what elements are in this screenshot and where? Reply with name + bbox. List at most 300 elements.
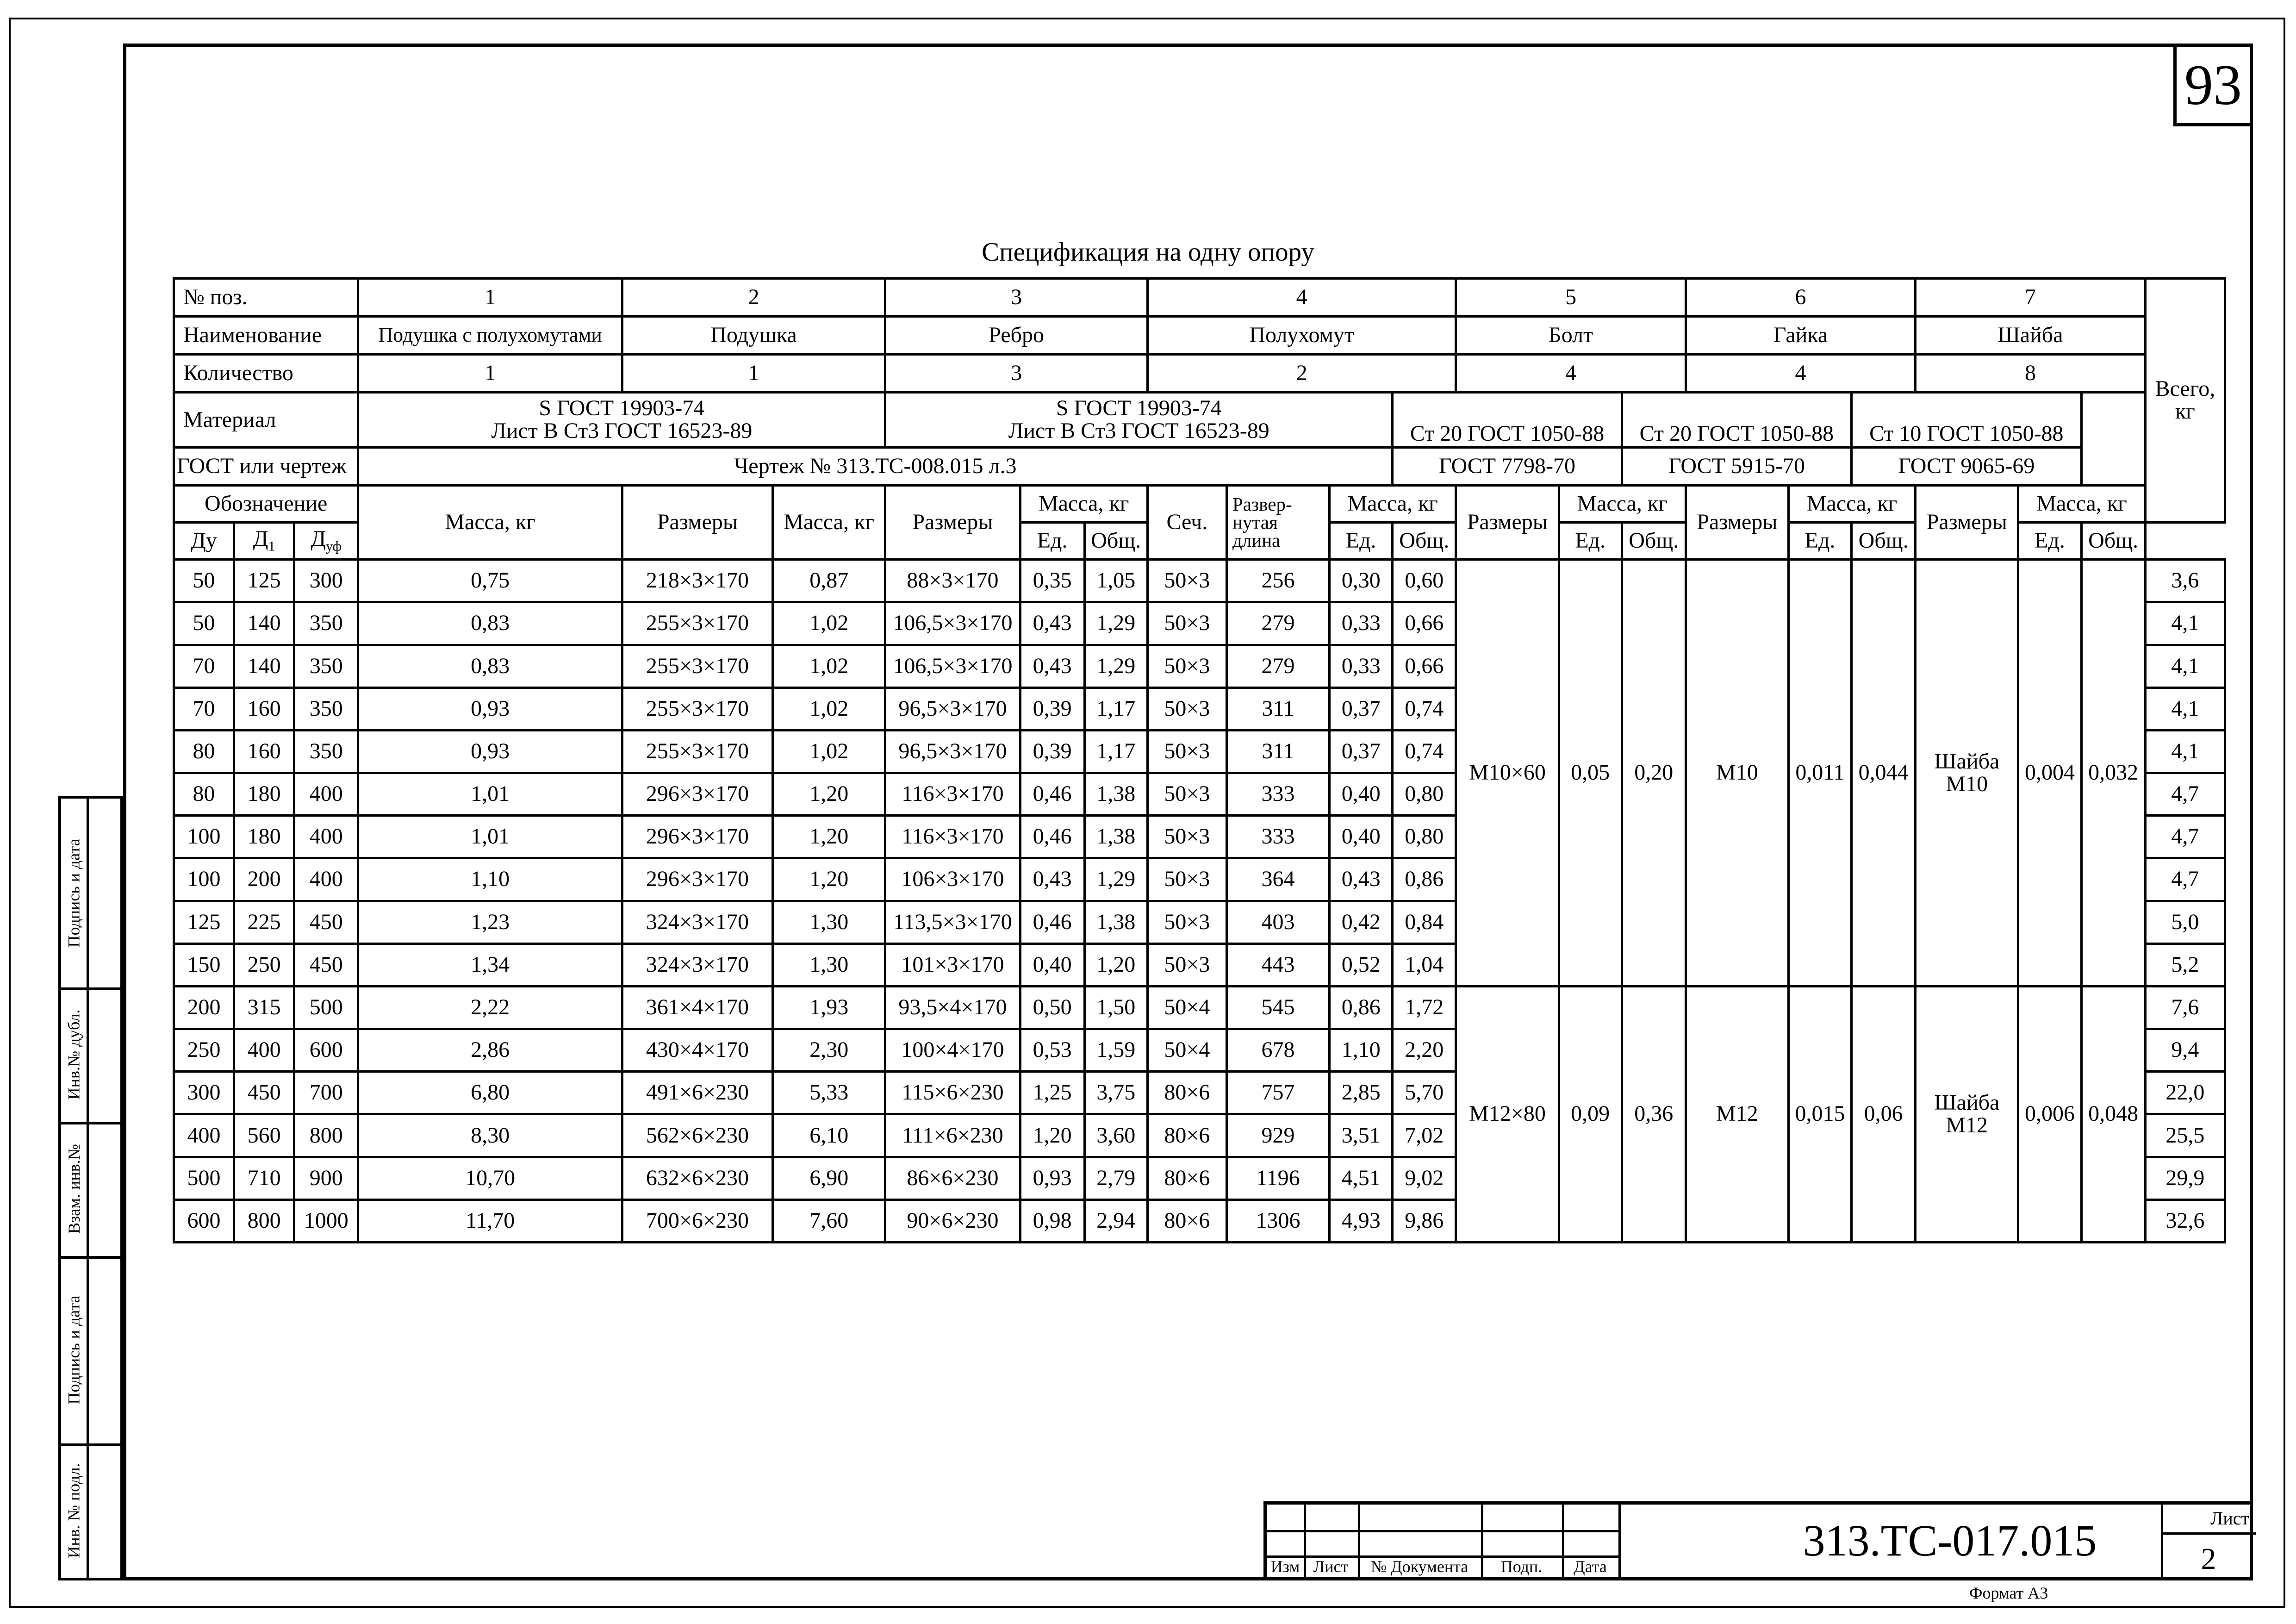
cell-sec4: 50×3: [1147, 816, 1226, 858]
cell-sec4: 50×3: [1147, 560, 1226, 602]
stamp-line: [2161, 1532, 2256, 1535]
cell-m2: 1,30: [773, 901, 885, 943]
col-section: Сеч.: [1147, 485, 1226, 559]
cell-o3: 1,29: [1084, 858, 1147, 901]
cell-m1: 10,70: [358, 1157, 622, 1199]
cell-o3: 3,75: [1084, 1072, 1147, 1114]
cell-s3: 106×3×170: [885, 858, 1020, 901]
cell-o4: 0,74: [1393, 687, 1456, 730]
cell-e4: 0,43: [1330, 858, 1393, 901]
cell-duf: 600: [294, 1029, 358, 1072]
cell-m1: 1,34: [358, 943, 622, 986]
cell-o4: 0,60: [1393, 560, 1456, 602]
cell-du: 80: [174, 773, 234, 816]
cell-du: 50: [174, 602, 234, 645]
cell-m2: 1,02: [773, 602, 885, 645]
spec-title: Спецификация на одну опору: [982, 237, 1314, 267]
item-name: Шайба: [1916, 317, 2145, 355]
cell-duf: 700: [294, 1072, 358, 1114]
col-mass: Масса, кг: [358, 485, 622, 559]
stamp-line: [1618, 1505, 1621, 1580]
cell-len4: 364: [1226, 858, 1329, 901]
col-unit: Ед.: [1330, 522, 1393, 559]
stamp-izm: Изм: [1270, 1557, 1300, 1576]
cell-m1: 0,93: [358, 687, 622, 730]
cell-du: 100: [174, 816, 234, 858]
cell-sec4: 80×6: [1147, 1157, 1226, 1199]
cell-s2: 255×3×170: [622, 730, 772, 773]
cell-total: 4,1: [2145, 687, 2225, 730]
cell-m2: 7,60: [773, 1199, 885, 1242]
cell-duf: 400: [294, 773, 358, 816]
item-name: Болт: [1456, 317, 1686, 355]
header-row-qty: [174, 355, 2225, 393]
item-qty: 1: [622, 355, 885, 393]
cell-len4: 757: [1226, 1072, 1329, 1114]
cell-m1: 1,01: [358, 816, 622, 858]
cell-duf: 1000: [294, 1199, 358, 1242]
material-cell: Ст 20 ГОСТ 1050-88: [1622, 393, 1851, 447]
cell-sec4: 50×3: [1147, 943, 1226, 986]
cell-o4: 0,80: [1393, 816, 1456, 858]
cell-e4: 0,42: [1330, 901, 1393, 943]
cell-o3: 1,59: [1084, 1029, 1147, 1072]
cell-o4: 0,84: [1393, 901, 1456, 943]
side-stamp: [58, 796, 123, 1580]
cell-o4: 7,02: [1393, 1114, 1456, 1157]
cell-m1: 11,70: [358, 1199, 622, 1242]
cell-e3: 0,46: [1020, 901, 1084, 943]
cell-s2: 700×6×230: [622, 1199, 772, 1242]
cell-d1: 225: [234, 901, 294, 943]
cell-duf: 450: [294, 901, 358, 943]
cell-sec4: 50×3: [1147, 858, 1226, 901]
cell-e3: 0,93: [1020, 1157, 1084, 1199]
cell-o3: 1,50: [1084, 986, 1147, 1029]
item-qty: 8: [1916, 355, 2145, 393]
cell-duf: 400: [294, 858, 358, 901]
table-row: [174, 986, 2225, 1029]
cell-s3: 113,5×3×170: [885, 901, 1020, 943]
stamp-list: Лист: [1313, 1557, 1349, 1576]
cell-sec4: 50×3: [1147, 901, 1226, 943]
cell-s3: 96,5×3×170: [885, 730, 1020, 773]
cell-len4: 279: [1226, 602, 1329, 645]
cell-e4: 0,86: [1330, 986, 1393, 1029]
cell-len4: 1306: [1226, 1199, 1329, 1242]
cell-sec4: 50×4: [1147, 986, 1226, 1029]
cell-m1: 0,83: [358, 602, 622, 645]
item-qty: 4: [1686, 355, 1915, 393]
cell-e3: 0,39: [1020, 687, 1084, 730]
header-row-material: [174, 393, 2225, 447]
cell-e3: 0,50: [1020, 986, 1084, 1029]
stamp-podp: Подп.: [1500, 1557, 1543, 1576]
cell-total: 4,7: [2145, 816, 2225, 858]
cell-o3: 1,29: [1084, 602, 1147, 645]
item-name: Полухомут: [1147, 317, 1456, 355]
cell-e3: 0,43: [1020, 602, 1084, 645]
col-sizes: Размеры: [1686, 485, 1788, 559]
d1-sub: 1: [268, 539, 275, 555]
cell-duf: 350: [294, 730, 358, 773]
cell-m2: 5,33: [773, 1072, 885, 1114]
cell-total: 7,6: [2145, 986, 2225, 1029]
cell-d1: 200: [234, 858, 294, 901]
duf-sub: уф: [326, 539, 342, 555]
material-cell: [885, 393, 1393, 447]
washer-total-mass: 0,032: [2081, 560, 2145, 987]
bolt-total-mass: 0,36: [1622, 986, 1686, 1242]
cell-s2: 324×3×170: [622, 901, 772, 943]
cell-duf: 350: [294, 645, 358, 687]
cell-s2: 296×3×170: [622, 773, 772, 816]
material-label: Материал: [174, 393, 358, 447]
cell-d1: 125: [234, 560, 294, 602]
cell-o4: 9,86: [1393, 1199, 1456, 1242]
cell-total: 5,0: [2145, 901, 2225, 943]
gost-cell: ГОСТ 7798-70: [1393, 447, 1622, 485]
nut-total-mass: 0,044: [1852, 560, 1916, 987]
cell-s3: 100×4×170: [885, 1029, 1020, 1072]
cell-m1: 2,86: [358, 1029, 622, 1072]
cell-duf: 500: [294, 986, 358, 1029]
cell-e3: 0,46: [1020, 816, 1084, 858]
cell-duf: 800: [294, 1114, 358, 1157]
cell-len4: 678: [1226, 1029, 1329, 1072]
cell-duf: 350: [294, 602, 358, 645]
cell-du: 100: [174, 858, 234, 901]
cell-duf: 350: [294, 687, 358, 730]
cell-e4: 0,40: [1330, 816, 1393, 858]
cell-len4: 929: [1226, 1114, 1329, 1157]
cell-o4: 9,02: [1393, 1157, 1456, 1199]
cell-total: 9,4: [2145, 1029, 2225, 1072]
material-cell: [358, 393, 885, 447]
material-line: Лист В Ст3 ГОСТ 16523-89: [491, 418, 753, 443]
cell-s2: 218×3×170: [622, 560, 772, 602]
cell-m1: 0,75: [358, 560, 622, 602]
col-unit: Ед.: [2018, 522, 2081, 559]
side-label: Инв. № подл.: [64, 1463, 83, 1558]
cell-du: 600: [174, 1199, 234, 1242]
cell-total: 32,6: [2145, 1199, 2225, 1242]
cell-s3: 116×3×170: [885, 773, 1020, 816]
cell-e4: 4,51: [1330, 1157, 1393, 1199]
cell-d1: 140: [234, 645, 294, 687]
cell-total: 4,1: [2145, 730, 2225, 773]
cell-du: 250: [174, 1029, 234, 1072]
cell-o4: 2,20: [1393, 1029, 1456, 1072]
cell-sec4: 50×3: [1147, 645, 1226, 687]
cell-total: 22,0: [2145, 1072, 2225, 1114]
cell-s2: 324×3×170: [622, 943, 772, 986]
cell-s3: 106,5×3×170: [885, 602, 1020, 645]
cell-m1: 0,83: [358, 645, 622, 687]
total-label: Всего, кг: [2155, 376, 2215, 424]
cell-du: 150: [174, 943, 234, 986]
col-mass: Масса, кг: [1788, 485, 1915, 522]
cell-m2: 6,90: [773, 1157, 885, 1199]
stamp-line: [1267, 1530, 1618, 1532]
cell-sec4: 50×3: [1147, 730, 1226, 773]
cell-s3: 116×3×170: [885, 816, 1020, 858]
cell-len4: 443: [1226, 943, 1329, 986]
cell-o4: 0,86: [1393, 858, 1456, 901]
cell-m2: 6,10: [773, 1114, 885, 1157]
bolt-unit-mass: 0,05: [1559, 560, 1622, 987]
cell-o4: 5,70: [1393, 1072, 1456, 1114]
cell-s2: 491×6×230: [622, 1072, 772, 1114]
cell-total: 4,1: [2145, 602, 2225, 645]
cell-m1: 1,01: [358, 773, 622, 816]
cell-e4: 0,52: [1330, 943, 1393, 986]
col-unit: Ед.: [1020, 522, 1084, 559]
cell-s2: 296×3×170: [622, 816, 772, 858]
col-d1: [234, 522, 294, 559]
cell-o3: 1,17: [1084, 687, 1147, 730]
col-total: Общ.: [2081, 522, 2145, 559]
item-name: Гайка: [1686, 317, 1915, 355]
cell-du: 500: [174, 1157, 234, 1199]
pos-number: 3: [885, 279, 1148, 317]
side-label: Взам. инв.№: [64, 1144, 83, 1234]
washer-unit-mass: 0,006: [2018, 986, 2081, 1242]
cell-e4: 0,30: [1330, 560, 1393, 602]
col-sizes: Размеры: [1456, 485, 1559, 559]
spec-table: [173, 277, 2226, 1243]
header-row-pos: [174, 279, 2225, 317]
col-unit: Ед.: [1788, 522, 1851, 559]
cell-total: 25,5: [2145, 1114, 2225, 1157]
document-number: 313.ТС-017.015: [1803, 1516, 2097, 1565]
pos-number: 1: [358, 279, 622, 317]
col-sizes: Размеры: [885, 485, 1020, 559]
side-divider: [87, 799, 89, 1578]
cell-sec4: 50×3: [1147, 687, 1226, 730]
washer-unit-mass: 0,004: [2018, 560, 2081, 987]
pos-number: 4: [1147, 279, 1456, 317]
cell-o3: 1,29: [1084, 645, 1147, 687]
cell-s3: 96,5×3×170: [885, 687, 1020, 730]
cell-m1: 8,30: [358, 1114, 622, 1157]
cell-duf: 400: [294, 816, 358, 858]
cell-e3: 0,43: [1020, 645, 1084, 687]
nut-unit-mass: 0,015: [1788, 986, 1851, 1242]
cell-total: 4,1: [2145, 645, 2225, 687]
cell-sec4: 80×6: [1147, 1199, 1226, 1242]
washer-total-mass: 0,048: [2081, 986, 2145, 1242]
material-line: Лист В Ст3 ГОСТ 16523-89: [1008, 418, 1269, 443]
cell-sec4: 50×3: [1147, 773, 1226, 816]
cell-d1: 560: [234, 1114, 294, 1157]
cell-e3: 1,25: [1020, 1072, 1084, 1114]
cell-e3: 0,98: [1020, 1199, 1084, 1242]
cell-d1: 140: [234, 602, 294, 645]
gost-cell: ГОСТ 9065-69: [1852, 447, 2081, 485]
cell-len4: 333: [1226, 816, 1329, 858]
col-duf: [294, 522, 358, 559]
item-name: Подушка: [622, 317, 885, 355]
col-unit: Ед.: [1559, 522, 1622, 559]
pos-label: № поз.: [174, 279, 358, 317]
cell-s3: 90×6×230: [885, 1199, 1020, 1242]
cell-o3: 3,60: [1084, 1114, 1147, 1157]
cell-o3: 1,05: [1084, 560, 1147, 602]
duf-label: Д: [311, 526, 326, 551]
cell-e4: 2,85: [1330, 1072, 1393, 1114]
cell-sec4: 50×3: [1147, 602, 1226, 645]
cell-len4: 279: [1226, 645, 1329, 687]
cell-m2: 1,20: [773, 773, 885, 816]
material-cell: Ст 20 ГОСТ 1050-88: [1393, 393, 1622, 447]
table-row: [174, 560, 2225, 602]
cell-total: 4,7: [2145, 858, 2225, 901]
format-label: Формат А3: [1969, 1584, 2048, 1602]
cell-e4: 0,40: [1330, 773, 1393, 816]
col-mass: Масса, кг: [773, 485, 885, 559]
cell-e4: 1,10: [1330, 1029, 1393, 1072]
cell-total: 29,9: [2145, 1157, 2225, 1199]
cell-d1: 450: [234, 1072, 294, 1114]
cell-du: 70: [174, 645, 234, 687]
designation-label: Обозначение: [174, 485, 358, 522]
cell-s2: 255×3×170: [622, 645, 772, 687]
cell-m2: 1,02: [773, 645, 885, 687]
cell-s2: 562×6×230: [622, 1114, 772, 1157]
cell-e4: 0,37: [1330, 730, 1393, 773]
material-line: S ГОСТ 19903-74: [539, 396, 705, 421]
cell-m1: 6,80: [358, 1072, 622, 1114]
cell-m1: 1,10: [358, 858, 622, 901]
cell-e4: 0,33: [1330, 602, 1393, 645]
header-row-gost: [174, 447, 2225, 485]
cell-e3: 1,20: [1020, 1114, 1084, 1157]
cell-o3: 1,17: [1084, 730, 1147, 773]
col-mass: Масса, кг: [1559, 485, 1686, 522]
washer-size: Шайба М12: [1916, 986, 2018, 1242]
cell-m2: 1,20: [773, 816, 885, 858]
cell-o3: 1,20: [1084, 943, 1147, 986]
col-du: Ду: [174, 522, 234, 559]
cell-o4: 1,04: [1393, 943, 1456, 986]
col-mass: Масса, кг: [1020, 485, 1147, 522]
cell-o4: 0,66: [1393, 602, 1456, 645]
gost-cell: Чертеж № 313.ТС-008.015 л.3: [358, 447, 1393, 485]
cell-s3: 111×6×230: [885, 1114, 1020, 1157]
cell-o4: 1,72: [1393, 986, 1456, 1029]
cell-s2: 632×6×230: [622, 1157, 772, 1199]
cell-duf: 900: [294, 1157, 358, 1199]
cell-len4: 333: [1226, 773, 1329, 816]
bolt-unit-mass: 0,09: [1559, 986, 1622, 1242]
nut-size: М12: [1686, 986, 1788, 1242]
cell-m2: 1,93: [773, 986, 885, 1029]
item-name: Подушка с полухомутами: [358, 317, 622, 355]
cell-sec4: 80×6: [1147, 1072, 1226, 1114]
gost-label: ГОСТ или чертеж: [174, 447, 358, 485]
title-block: [1263, 1501, 2253, 1580]
cell-du: 80: [174, 730, 234, 773]
cell-m2: 1,02: [773, 687, 885, 730]
cell-d1: 160: [234, 687, 294, 730]
stamp-date: Дата: [1574, 1557, 1607, 1576]
cell-o3: 1,38: [1084, 773, 1147, 816]
cell-len4: 256: [1226, 560, 1329, 602]
cell-len4: 545: [1226, 986, 1329, 1029]
cell-m2: 1,20: [773, 858, 885, 901]
pos-number: 6: [1686, 279, 1915, 317]
cell-o3: 2,94: [1084, 1199, 1147, 1242]
name-label: Наименование: [174, 317, 358, 355]
cell-o4: 0,80: [1393, 773, 1456, 816]
d1-label: Д: [253, 526, 268, 551]
header-row-groups: [174, 485, 2225, 522]
cell-len4: 403: [1226, 901, 1329, 943]
cell-du: 400: [174, 1114, 234, 1157]
cell-d1: 315: [234, 986, 294, 1029]
col-total: Общ.: [1393, 522, 1456, 559]
item-qty: 2: [1147, 355, 1456, 393]
bolt-total-mass: 0,20: [1622, 560, 1686, 987]
cell-sec4: 50×4: [1147, 1029, 1226, 1072]
side-label: Подпись и дата: [64, 838, 83, 948]
sheet-number: 2: [2201, 1542, 2216, 1576]
cell-m2: 0,87: [773, 560, 885, 602]
cell-o4: 0,74: [1393, 730, 1456, 773]
cell-sec4: 80×6: [1147, 1114, 1226, 1157]
stamp-doc: № Документа: [1370, 1557, 1468, 1576]
cell-m1: 2,22: [358, 986, 622, 1029]
cell-du: 300: [174, 1072, 234, 1114]
cell-total: 3,6: [2145, 560, 2225, 602]
washer-size: Шайба М10: [1916, 560, 2018, 987]
cell-d1: 710: [234, 1157, 294, 1199]
cell-d1: 800: [234, 1199, 294, 1242]
col-mass: Масса, кг: [2018, 485, 2145, 522]
page-number: 93: [2173, 44, 2253, 126]
cell-du: 50: [174, 560, 234, 602]
cell-e3: 0,46: [1020, 773, 1084, 816]
cell-du: 125: [174, 901, 234, 943]
col-total: Общ.: [1084, 522, 1147, 559]
pos-number: 7: [1916, 279, 2145, 317]
cell-s3: 106,5×3×170: [885, 645, 1020, 687]
cell-d1: 400: [234, 1029, 294, 1072]
cell-o4: 0,66: [1393, 645, 1456, 687]
pos-number: 5: [1456, 279, 1686, 317]
bolt-size: М12×80: [1456, 986, 1559, 1242]
cell-m2: 1,30: [773, 943, 885, 986]
pos-number: 2: [622, 279, 885, 317]
cell-e3: 0,35: [1020, 560, 1084, 602]
cell-e3: 0,39: [1020, 730, 1084, 773]
cell-len4: 311: [1226, 687, 1329, 730]
cell-m1: 1,23: [358, 901, 622, 943]
cell-total: 5,2: [2145, 943, 2225, 986]
gost-cell: ГОСТ 5915-70: [1622, 447, 1851, 485]
col-mass: Масса, кг: [1330, 485, 1456, 522]
cell-e4: 0,33: [1330, 645, 1393, 687]
cell-s2: 430×4×170: [622, 1029, 772, 1072]
cell-m1: 0,93: [358, 730, 622, 773]
cell-duf: 450: [294, 943, 358, 986]
material-line: S ГОСТ 19903-74: [1056, 396, 1222, 421]
header-row-name: [174, 317, 2225, 355]
item-qty: 1: [358, 355, 622, 393]
cell-e3: 0,40: [1020, 943, 1084, 986]
sheet-label: Лист: [2210, 1508, 2249, 1529]
